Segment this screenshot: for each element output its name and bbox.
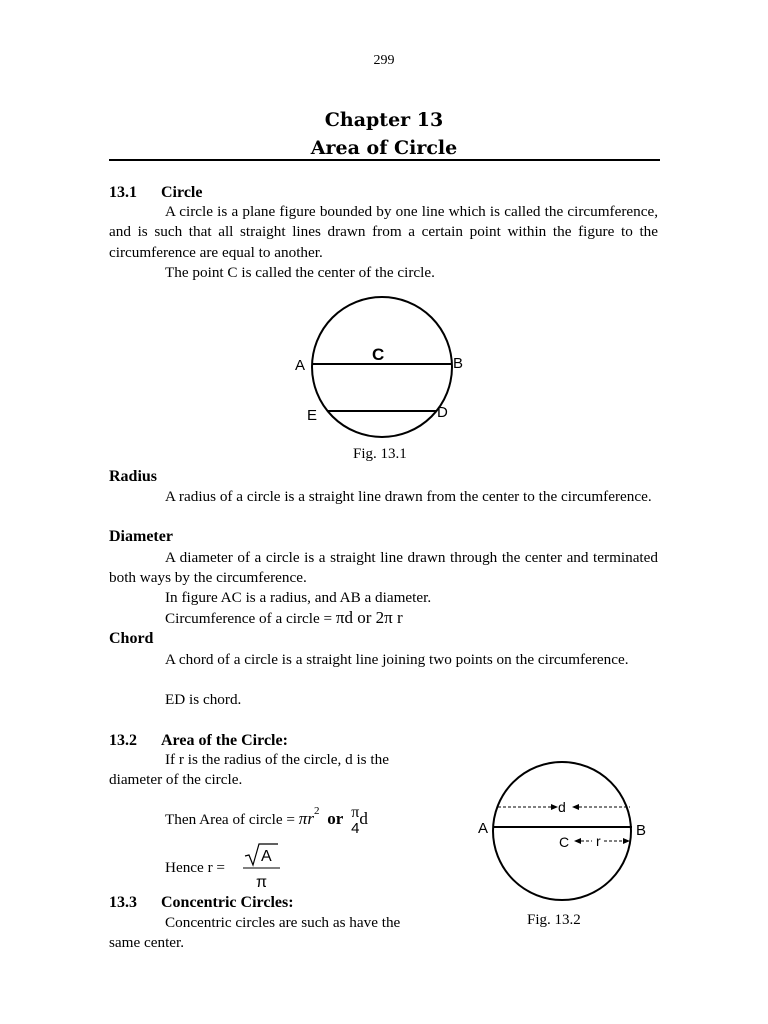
radius-arrowhead-left (574, 838, 581, 844)
area-intro-line-2: diameter of the circle. (109, 771, 243, 788)
circumference-formula: πd or 2π r (335, 608, 403, 627)
chapter-heading (0, 106, 768, 162)
label-b: B (453, 355, 464, 372)
paragraph-radius (109, 487, 658, 507)
chapter-title: Area of Circle (310, 137, 458, 159)
title-rule (109, 159, 660, 161)
label-a: A (478, 820, 489, 837)
section-number: 13.2 (109, 732, 137, 749)
section-title: Concentric Circles: (161, 894, 294, 911)
radius-formula-fraction (242, 842, 282, 892)
chapter-number: Chapter 13 (324, 109, 444, 131)
label-c: C (372, 345, 385, 364)
fraction-variable: d (359, 809, 368, 829)
diameter-text: A diameter of a circle is a straight line drawn through the center and terminated both ways by the circumference. (109, 549, 658, 587)
page-number: 299 (373, 53, 395, 68)
hence-label: Hence r = (165, 859, 226, 876)
circle-definition-text: A circle is a plane figure bounded by one line which is called the circumference, and is such that all straight lines drawn from a certain point within the figure to the circumference are equal to another. (109, 203, 658, 261)
heading-chord: Chord (109, 630, 154, 647)
section-title: Area of the Circle: (161, 732, 288, 749)
area-formula-line (165, 795, 368, 835)
label-c: C (559, 834, 570, 850)
section-number: 13.3 (109, 894, 137, 911)
chord-text: A chord of a circle is a straight line joining two points on the circumference. (165, 651, 629, 668)
radius-text: A radius of a circle is a straight line drawn from the center to the circumference. (165, 488, 652, 505)
figure-13-1 (285, 285, 485, 470)
area-exponent: 2 (313, 805, 320, 817)
center-note: The point C is called the center of the circle. (165, 264, 435, 281)
sqrt-argument: A (261, 848, 272, 865)
figure-caption: Fig. 13.2 (527, 912, 581, 928)
paragraph-diameter (109, 548, 658, 589)
concentric-line-2: same center. (109, 934, 185, 951)
label-r: r (596, 833, 601, 849)
figure-13-2 (470, 755, 660, 910)
section-number: 13.1 (109, 184, 137, 201)
paragraph-circle-definition (109, 202, 658, 263)
area-label: Then Area of circle = (165, 811, 295, 829)
fraction-denominator: 4 (351, 819, 360, 837)
paragraph-chord (109, 650, 658, 670)
figure-caption: Fig. 13.1 (353, 446, 407, 462)
heading-diameter: Diameter (109, 528, 173, 545)
chord-example: ED is chord. (165, 691, 242, 708)
section-heading-concentric (109, 893, 294, 913)
circumference-label: Circumference of a circle = (165, 610, 333, 627)
circle-outline (493, 762, 631, 900)
figure-note: In figure AC is a radius, and AB a diameter. (165, 589, 432, 606)
label-d: D (437, 404, 448, 421)
area-formula-pi-r: πr (298, 809, 314, 829)
label-e: E (307, 407, 318, 424)
label-a: A (295, 357, 306, 374)
heading-radius: Radius (109, 468, 158, 485)
section-heading-circle (109, 183, 202, 203)
circumference-formula-line (165, 608, 403, 629)
label-b: B (636, 822, 647, 839)
area-intro-line-1: If r is the radius of the circle, d is the (165, 751, 389, 768)
arrowhead-left (572, 804, 579, 810)
fraction-numerator: π (351, 803, 360, 821)
label-d: d (558, 799, 566, 815)
circle-outline (312, 297, 452, 437)
concentric-line-1: Concentric circles are such as have the (165, 914, 401, 931)
area-or: or (327, 809, 344, 829)
section-heading-area (109, 731, 288, 751)
arrowhead-right (551, 804, 558, 810)
section-title: Circle (161, 184, 203, 201)
denominator-pi: π (256, 874, 268, 891)
